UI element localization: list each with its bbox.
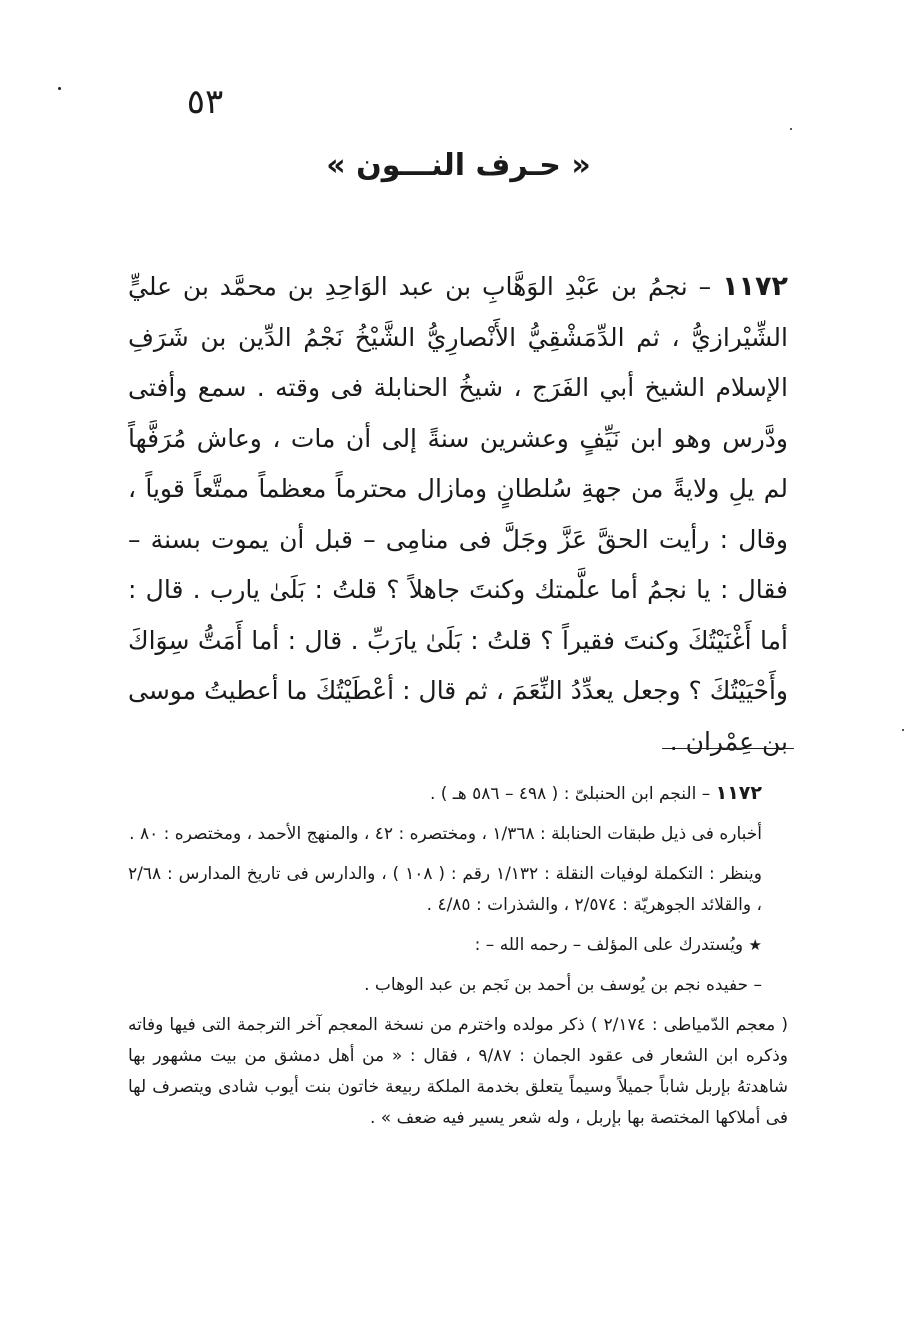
entry-number: ١١٧٢ bbox=[722, 271, 788, 302]
star-icon: ★ bbox=[748, 936, 762, 954]
footnote-addendum-item: – حفيده نجم بن يُوسف بن أحمد بن نَجم بن عبد الوهاب . bbox=[364, 975, 762, 995]
footnote-heading bbox=[128, 778, 788, 810]
footnote-separator bbox=[662, 748, 794, 749]
footnote-number: ١١٧٢ bbox=[715, 782, 762, 804]
entry-body-paragraph bbox=[128, 262, 788, 767]
footnote-addendum-heading bbox=[128, 930, 788, 961]
footnote-sources-2: وينظر : التكملة لوفيات النقلة : ١/١٣٢ رقم : ( ١٠٨ ) ، والدارس فى تاريخ المدارس : ٢/٦٨ ، والقلائد الجوهريّة : ٢/٥٧٤ ، والشذرات : ٤/٨٥ . bbox=[128, 864, 762, 915]
page-number: ٥٣ bbox=[186, 82, 224, 122]
footnote-sources-1: أخباره فى ذيل طبقات الحنابلة : ١/٣٦٨ ، ومختصره : ٤٢ ، والمنهج الأحمد ، ومختصره : ٨٠ . bbox=[129, 824, 762, 844]
stray-dot bbox=[790, 128, 792, 130]
addendum-heading-text: ويُستدرك على المؤلف – رحمه الله – : bbox=[474, 935, 749, 955]
chapter-title: « حـرف النـــون » bbox=[326, 148, 591, 183]
stray-dot bbox=[902, 729, 904, 731]
entry-text: نجمُ بن عَبْدِ الوَهَّابِ بن عبد الوَاحِدِ بن محمَّد بن عليٍّ الشِّيْرازيُّ ، ثم الدِّمَشْقِيُّ الأَنْصارِيُّ الشَّيْخُ نَجْمُ الدِّين بن شَرَفِ الإسلام الشيخ أبي الفَرَج ، شيخُ الحنابلة فى وقته . سمع وأفتى ودَّرس وهو ابن نَيِّفٍ وعشرين سنةً إلى أن مات ، وعاش مُرَفَّهاً لم يلِ ولايةً من جهةِ سُلطانٍ ومازال محترماً معظماً ممتَّعاً قوياً ، وقال : رأيت الحقَّ عَزَّ وجَلَّ فى منامِى – قبل أن يموت بسنة – فقال : يا نجمُ أما علَّمتك وكنتَ جاهلاً ؟ قلتُ : بَلَىٰ يارب . قال : أما أَغْنَيْتُكَ وكنتَ فقيراً ؟ قلتُ : بَلَىٰ يارَبِّ . قال : أما أَمَتُّ سِوَاكَ وأَحْيَيْتُكَ ؟ وجعل يعدِّدُ النِّعَمَ ، ثم قال : أعْطَيْتُكَ ما أعطيتُ موسى بن عِمْران . bbox=[128, 272, 788, 756]
stray-dot bbox=[58, 87, 61, 90]
footnote-heading-text: – النجم ابن الحنبلىّ : ( ٤٩٨ – ٥٨٦ هـ ) . bbox=[429, 784, 716, 804]
footnote-addendum-detail: ( معجم الدّمياطى : ٢/١٧٤ ) ذكر مولده واخترم من نسخة المعجم آخر الترجمة التى فيها وفاته وذكره ابن الشعار فى عقود الجمان : ٩/٨٧ ، فقال : « من أهل دمشق من بيت مشهور بها شاهدتهُ بإربل شاباً جميلاً وسيماً يتعلق بخدمة الملكة ربيعة خاتون بنت أيوب شادى ويتصرف لها فى أملاكها المختصة بها بإربل ، وله شعر يسير فيه ضعف » . bbox=[128, 1015, 789, 1128]
entry-dash: – bbox=[687, 272, 723, 301]
footnotes-section bbox=[128, 778, 788, 1143]
